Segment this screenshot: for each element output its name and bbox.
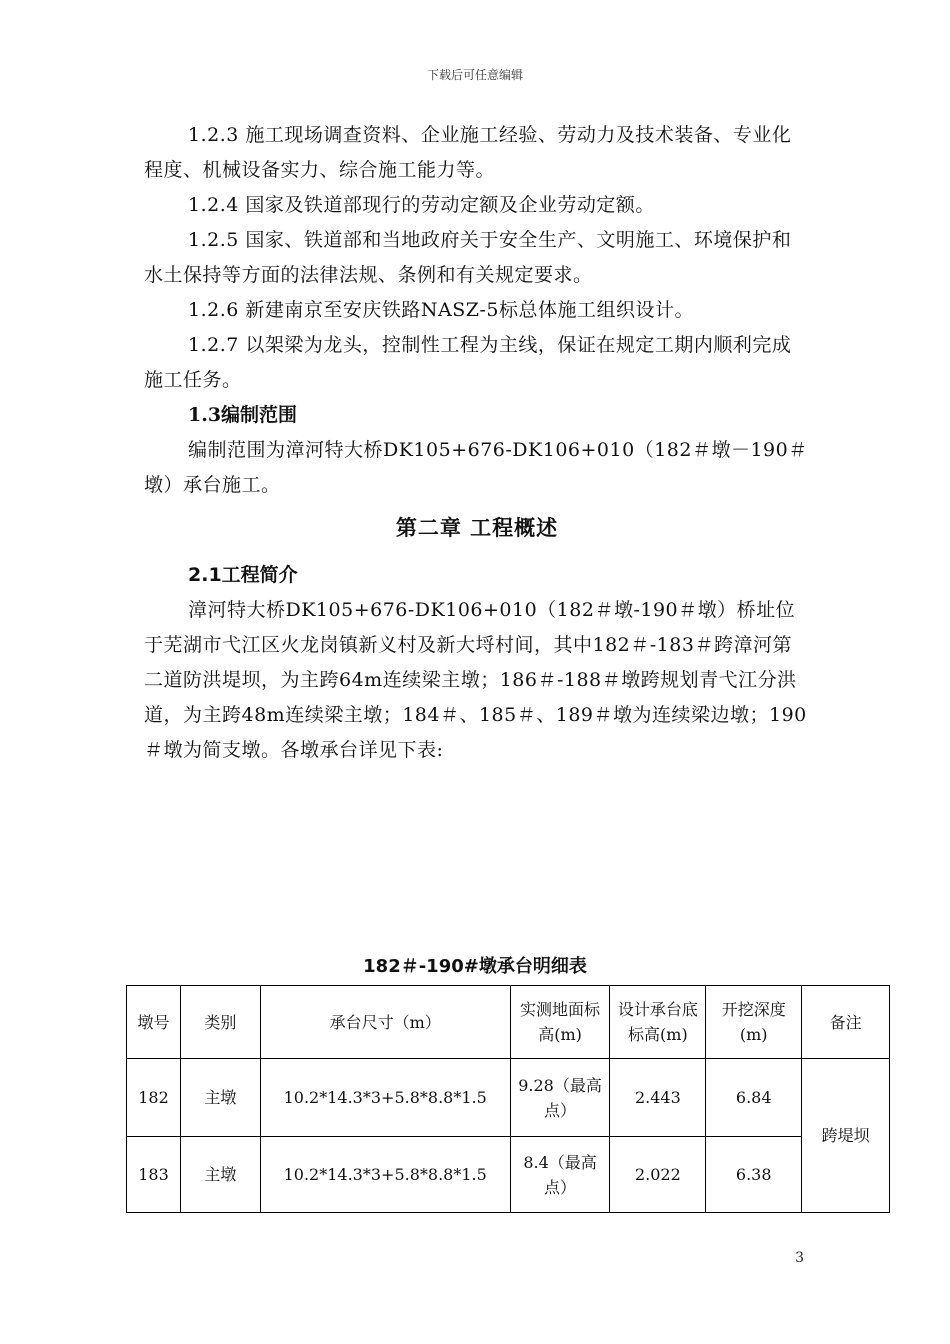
header-base-elevation: 设计承台底标高(m)	[610, 986, 706, 1059]
cell-size: 10.2*14.3*3+5.8*8.8*1.5	[260, 1059, 510, 1137]
header-ground-elevation: 实测地面标高(m)	[510, 986, 610, 1059]
document-body	[144, 118, 810, 768]
cell-pier: 182	[127, 1059, 181, 1137]
section-2-1-text: 漳河特大桥DK105+676-DK106+010（182＃墩-190＃墩）桥址位于芜湖市弋江区火龙岗镇新义村及新大埒村间，其中182＃-183＃跨漳河第二道防洪堤坝，为主跨64m连续梁主墩；186＃-188＃墩跨规划青弋江分洪道，为主跨48m连续梁主墩；184＃、185＃、189＃墩为连续梁边墩；190＃墩为简支墩。各墩承台详见下表:	[144, 599, 807, 761]
table-title: 182＃-190#墩承台明细表	[363, 956, 587, 977]
header-size: 承台尺寸（m）	[260, 986, 510, 1059]
cell-size: 10.2*14.3*3+5.8*8.8*1.5	[260, 1137, 510, 1213]
table-row	[127, 1137, 890, 1213]
header-type: 类别	[180, 986, 260, 1059]
table-header-row	[127, 986, 890, 1059]
page-number: 3	[795, 1250, 804, 1266]
section-2-1-title: 2.1工程简介	[188, 564, 298, 586]
cell-type: 主墩	[180, 1137, 260, 1213]
section-1-3-text: 编制范围为漳河特大桥DK105+676-DK106+010（182＃墩－190＃墩）承台施工。	[144, 439, 808, 496]
chapter-title: 第二章 工程概述	[395, 516, 559, 540]
header-excavation-depth: 开挖深度(m)	[706, 986, 802, 1059]
paragraph-1-2-3: 1.2.3 施工现场调查资料、企业施工经验、劳动力及技术装备、专业化程度、机械设备实力、综合施工能力等。	[144, 124, 792, 181]
cell-remark: 跨堤坝	[802, 1059, 890, 1213]
cell-ground: 9.28（最高点）	[510, 1059, 610, 1137]
cell-pier: 183	[127, 1137, 181, 1213]
cell-type: 主墩	[180, 1059, 260, 1137]
table-row	[127, 1059, 890, 1137]
cell-depth: 6.38	[706, 1137, 802, 1213]
cell-ground: 8.4（最高点）	[510, 1137, 610, 1213]
header-note: 下载后可任意编辑	[426, 68, 523, 82]
section-1-3-title: 1.3编制范围	[188, 404, 298, 426]
paragraph-1-2-5: 1.2.5 国家、铁道部和当地政府关于安全生产、文明施工、环境保护和水土保持等方面的法律法规、条例和有关规定要求。	[144, 229, 792, 286]
pier-cap-table	[126, 985, 890, 1213]
cell-depth: 6.84	[706, 1059, 802, 1137]
header-pier: 墩号	[127, 986, 181, 1059]
paragraph-1-2-6: 1.2.6 新建南京至安庆铁路NASZ-5标总体施工组织设计。	[188, 299, 694, 321]
header-remark: 备注	[802, 986, 890, 1059]
cell-base: 2.022	[610, 1137, 706, 1213]
paragraph-1-2-4: 1.2.4 国家及铁道部现行的劳动定额及企业劳动定额。	[188, 194, 655, 216]
paragraph-1-2-7: 1.2.7 以架梁为龙头，控制性工程为主线，保证在规定工期内顺利完成施工任务。	[144, 334, 792, 391]
cell-base: 2.443	[610, 1059, 706, 1137]
